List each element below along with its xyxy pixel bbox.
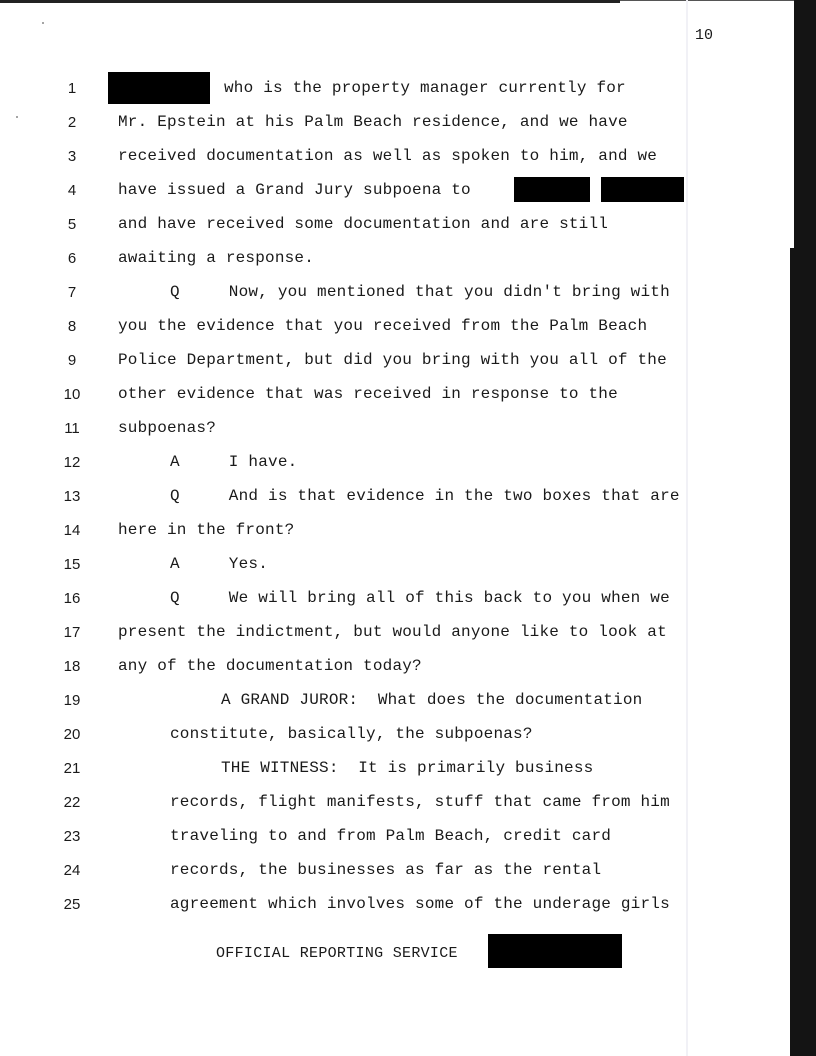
line-number: 9 <box>67 352 77 369</box>
line-number: 18 <box>63 658 81 675</box>
transcript-line: here in the front? <box>118 521 295 539</box>
line-number: 25 <box>63 896 81 913</box>
line-number: 12 <box>63 454 81 471</box>
line-number: 17 <box>63 624 81 641</box>
line-number: 10 <box>63 386 81 403</box>
scan-top-edge <box>620 0 796 1</box>
transcript-line: Q We will bring all of this back to you when we <box>170 589 670 607</box>
line-number: 19 <box>63 692 81 709</box>
line-number: 7 <box>67 284 77 301</box>
line-number: 23 <box>63 828 81 845</box>
transcript-line: records, the businesses as far as the rental <box>170 861 602 879</box>
line-number: 2 <box>67 114 77 131</box>
scan-speck <box>16 116 18 118</box>
line-number: 22 <box>63 794 81 811</box>
line-number: 15 <box>63 556 81 573</box>
line-number: 16 <box>63 590 81 607</box>
transcript-line: who is the property manager currently for <box>224 79 626 97</box>
line-number: 13 <box>63 488 81 505</box>
transcript-line: have issued a Grand Jury subpoena to <box>118 181 471 199</box>
scan-right-border <box>790 248 816 1056</box>
line-number: 21 <box>63 760 81 777</box>
transcript-line: present the indictment, but would anyone like to look at <box>118 623 667 641</box>
transcript-line: awaiting a response. <box>118 249 315 267</box>
line-number: 4 <box>67 182 77 199</box>
transcript-line: other evidence that was received in response to the <box>118 385 618 403</box>
transcript-line: Police Department, but did you bring with you all of the <box>118 351 667 369</box>
transcript-line: received documentation as well as spoken to him, and we <box>118 147 658 165</box>
footer-reporting-service: OFFICIAL REPORTING SERVICE <box>216 945 458 962</box>
redaction-box <box>488 934 622 968</box>
transcript-line: Q Now, you mentioned that you didn't bring with <box>170 283 670 301</box>
scan-top-edge <box>0 0 620 3</box>
transcript-line: Mr. Epstein at his Palm Beach residence, and we have <box>118 113 628 131</box>
line-number: 6 <box>67 250 77 267</box>
line-number: 11 <box>64 420 80 437</box>
scan-speck <box>42 22 44 24</box>
transcript-line: traveling to and from Palm Beach, credit card <box>170 827 612 845</box>
line-number: 24 <box>63 862 81 879</box>
transcript-line: agreement which involves some of the underage girls <box>170 895 670 913</box>
transcript-line: any of the documentation today? <box>118 657 422 675</box>
transcript-line: A Yes. <box>170 555 269 573</box>
redaction-box <box>108 72 210 104</box>
transcript-line: constitute, basically, the subpoenas? <box>170 725 533 743</box>
transcript-line: and have received some documentation and are still <box>118 215 609 233</box>
redaction-box <box>514 177 590 202</box>
line-number: 5 <box>67 216 77 233</box>
transcript-line: Q And is that evidence in the two boxes that are <box>170 487 680 505</box>
transcript-line: A GRAND JUROR: What does the documentation <box>221 691 643 709</box>
transcript-line: you the evidence that you received from the Palm Beach <box>118 317 648 335</box>
line-number: 1 <box>67 80 77 97</box>
transcript-line: records, flight manifests, stuff that came from him <box>170 793 670 811</box>
transcript-line: THE WITNESS: It is primarily business <box>221 759 594 777</box>
line-number: 20 <box>63 726 81 743</box>
transcript-line: subpoenas? <box>118 419 217 437</box>
redaction-box <box>601 177 684 202</box>
page-number: 10 <box>695 27 714 44</box>
line-number: 8 <box>67 318 77 335</box>
line-number: 3 <box>67 148 77 165</box>
line-number: 14 <box>63 522 81 539</box>
page-crease <box>686 0 688 1056</box>
transcript-line: A I have. <box>170 453 298 471</box>
